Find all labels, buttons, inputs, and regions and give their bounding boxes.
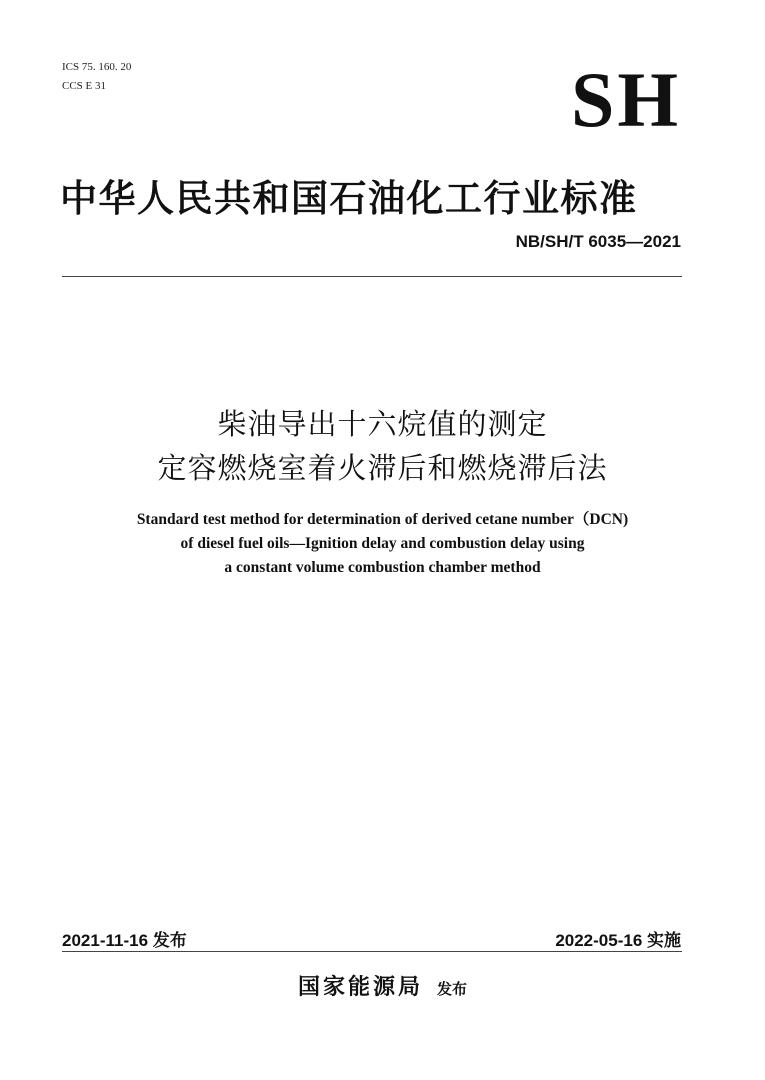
english-title-line-2: of diesel fuel oils—Ignition delay and combustion delay using (180, 535, 585, 552)
standard-code: NB/SH/T 6035—2021 (515, 232, 681, 251)
header-divider (62, 276, 682, 277)
chinese-title-line-1: 柴油导出十六烷值的测定 (217, 407, 548, 441)
chinese-title-line-2: 定容燃烧室着火滞后和燃烧滞后法 (157, 451, 608, 485)
implementation-date: 2022-05-16 实施 (555, 931, 681, 950)
standard-category-title: 中华人民共和国石油化工行业标准 (60, 177, 638, 220)
footer-divider (62, 951, 682, 952)
english-title (0, 508, 765, 580)
english-title-line-1: Standard test method for determination of derived cetane number（DCN) (136, 511, 629, 528)
publisher-verb: 发布 (437, 980, 468, 998)
english-title-line-3: a constant volume combustion chamber method (224, 559, 541, 576)
issue-date: 2021-11-16 发布 (62, 931, 187, 950)
ccs-code: CCS E 31 (62, 80, 107, 92)
publisher (0, 970, 765, 1001)
publisher-name: 国家能源局 (297, 975, 423, 1000)
sh-logo: SH (570, 56, 681, 143)
classification-codes (62, 58, 131, 96)
ics-code: ICS 75. 160. 20 (62, 61, 132, 73)
